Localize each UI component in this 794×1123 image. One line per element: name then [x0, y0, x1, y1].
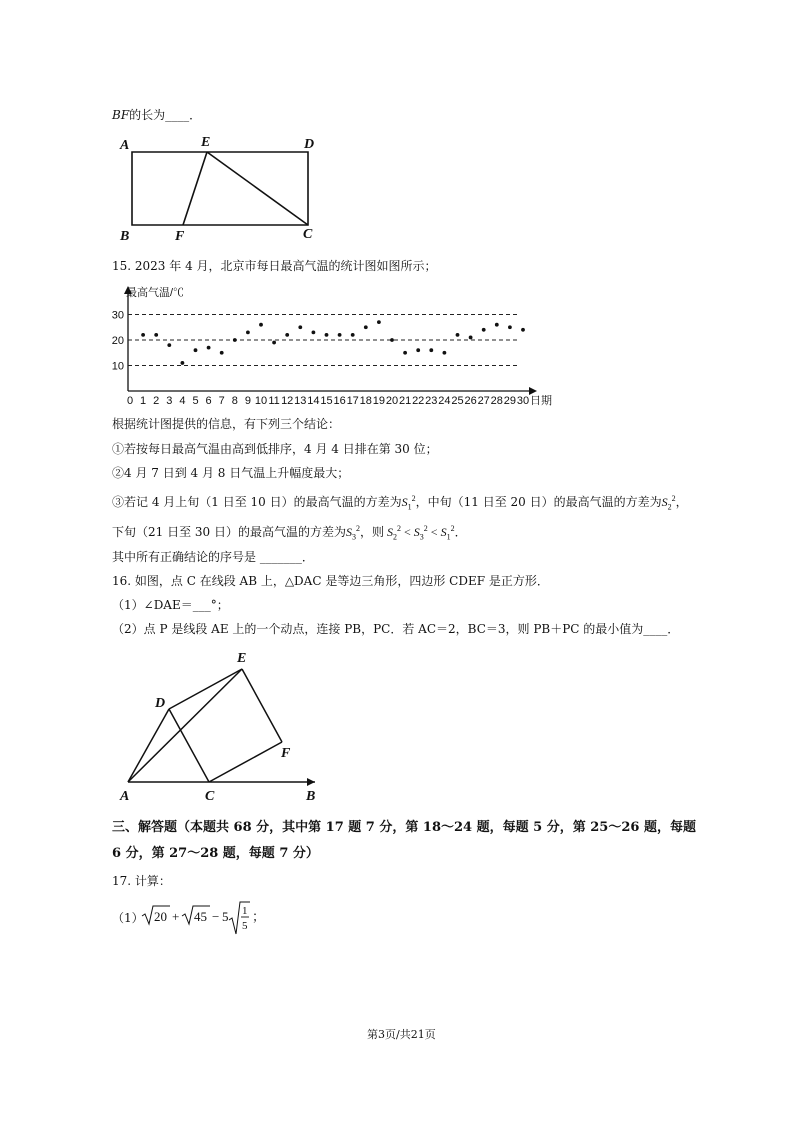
x-tick-label: 15 — [320, 395, 333, 407]
q16-part-1: （1）∠DAE＝___°； — [112, 598, 229, 612]
x-tick-label: 8 — [231, 395, 238, 407]
x-tick-label: 9 — [244, 395, 251, 407]
point-f2: F — [281, 746, 291, 761]
svg-text:；: ； — [252, 909, 266, 924]
point-c2: C — [205, 789, 215, 804]
x-tick-label: 12 — [281, 395, 294, 407]
q15-conclusion-1: ①若按每日最高气温由高到低排序，4 月 4 日排在第 30 位； — [112, 442, 438, 456]
q17-stem: 17. 计算： — [112, 874, 171, 888]
y-axis-label: 最高气温/℃ — [126, 287, 185, 299]
c3-part-b: ，中旬（11 日至 20 日）的最高气温的方差为 — [415, 495, 662, 509]
x-tick-label: 28 — [490, 395, 503, 407]
point-a: A — [120, 138, 130, 153]
svg-text:+: + — [172, 909, 180, 924]
x-tick-label: 30 — [516, 395, 530, 407]
point-e: E — [201, 135, 211, 150]
x-tick-label: 11 — [268, 395, 280, 407]
x-tick-label: 2 — [153, 395, 160, 407]
point-b: B — [120, 229, 130, 244]
x-tick-label: 13 — [294, 395, 307, 407]
s3-squared: $S_3^2$ — [345, 524, 360, 542]
s1-squared: $S_1^2$ — [401, 494, 416, 512]
point-e2: E — [237, 651, 247, 666]
x-tick-label: 20 — [385, 395, 399, 407]
c3-comma: ， — [675, 495, 688, 509]
y-tick-label: 30 — [111, 309, 124, 322]
point-c: C — [303, 227, 313, 242]
q16-part-2: （2）点 P 是线段 AE 上的一个动点，连接 PB，PC．若 AC＝2，BC＝3，则 PB＋PC 的最小值为____． — [112, 622, 680, 636]
x-tick-label: 17 — [346, 395, 359, 407]
x-tick-label: 3 — [166, 395, 173, 407]
x-tick-label: 29 — [503, 395, 517, 407]
x-tick-label: 25 — [451, 395, 464, 407]
y-tick-label: 10 — [111, 360, 124, 373]
x-tick-label: 26 — [464, 395, 477, 407]
x-tick-label: 6 — [205, 395, 212, 407]
c3-part-d: ，则 — [359, 525, 384, 539]
c3-part-c: 下旬（21 日至 30 日）的最高气温的方差为 — [112, 525, 346, 539]
x-tick-label: 23 — [425, 395, 438, 407]
x-tick-label: 18 — [359, 395, 372, 407]
q15-ask: 其中所有正确结论的序号是 _______． — [112, 550, 314, 564]
point-a2: A — [120, 789, 130, 804]
q15-conclusion-2: ②4 月 7 日到 4 月 8 日气温上升幅度最大； — [112, 466, 350, 480]
point-d2: D — [155, 696, 166, 711]
q15-stem: 15. 2023 年 4 月，北京市每日最高气温的统计图如图所示； — [112, 259, 437, 273]
point-b2: B — [306, 789, 316, 804]
inequality: $S_2^2 < S_3^2 < S_1^2$． — [387, 524, 467, 542]
q15-intro: 根据统计图提供的信息，有下列三个结论： — [112, 417, 341, 431]
section-3-heading-cont: 6 分，第 27～28 题，每题 7 分） — [112, 846, 319, 861]
x-tick-label: 19 — [372, 395, 386, 407]
x-tick-label: 5 — [192, 395, 199, 407]
y-tick-label: 20 — [111, 335, 124, 347]
page-footer: 第3页/共21页 — [367, 1028, 436, 1041]
x-tick-label: 16 — [333, 395, 346, 407]
s2-squared: $S_2^2$ — [661, 494, 676, 512]
bf-label: BF — [112, 108, 130, 122]
q14-tail-text: 的长为____． — [129, 108, 202, 122]
x-tick-label: 10 — [254, 395, 268, 407]
svg-text:20: 20 — [154, 909, 167, 924]
q17-part-1-label: （1） — [112, 911, 144, 925]
x-tick-label: 14 — [307, 395, 320, 407]
x-tick-label: 24 — [438, 395, 451, 407]
svg-text:−: − — [212, 909, 220, 924]
svg-text:45: 45 — [194, 909, 207, 924]
x-tick-label: 21 — [398, 395, 412, 407]
svg-text:1: 1 — [242, 905, 248, 917]
x-tick-label: 1 — [140, 395, 147, 407]
x-tick-label: 4 — [179, 395, 186, 407]
x-tick-label: 27 — [477, 395, 490, 407]
x-axis-label: 日期 — [530, 395, 552, 407]
c3-part-a: ③若记 4 月上旬（1 日至 10 日）的最高气温的方差为 — [112, 495, 402, 509]
section-3-heading: 三、解答题（本题共 68 分，其中第 17 题 7 分，第 18～24 题，每题 5 分，第 25～26 题，每题 — [112, 820, 696, 835]
q17-expression — [142, 900, 272, 938]
svg-text:5: 5 — [242, 920, 248, 932]
x-tick-label: 7 — [218, 395, 225, 407]
svg-text:5: 5 — [222, 909, 229, 924]
point-d: D — [304, 137, 315, 152]
point-f: F — [175, 229, 185, 244]
x-tick-label: 22 — [412, 395, 425, 407]
x-tick-label: 0 — [126, 395, 134, 407]
q16-stem: 16. 如图，点 C 在线段 AB 上，△DAC 是等边三角形，四边形 CDEF 是正方形． — [112, 574, 549, 588]
